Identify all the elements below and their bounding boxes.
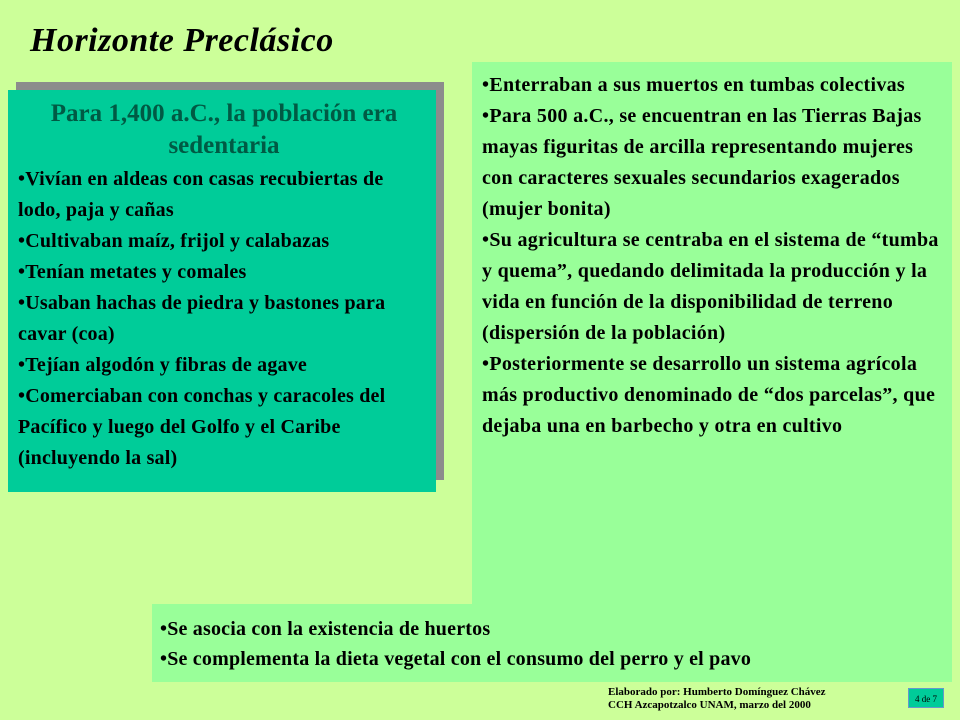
list-item: •Vivían en aldeas con casas recubiertas de lodo, paja y cañas [18,168,384,221]
bullet: • [482,353,490,375]
list-item: •Usaban hachas de piedra y bastones para cavar (coa) [18,292,386,345]
footer-institution: CCH Azcapotzalco UNAM, marzo del 2000 [608,699,811,711]
list-item: •Se complementa la dieta vegetal con el consumo del perro y el pavo [160,648,752,670]
list-item: •Comerciaban con conchas y caracoles del Pacífico y luego del Golfo y el Caribe (incluyendo la sal) [18,385,386,469]
list-item: •Se asocia con la existencia de huertos [160,618,491,640]
bullet: • [18,230,26,252]
list-item: •Tenían metates y comales [18,261,247,283]
list-item: •Para 500 a.C., se encuentran en las Tierras Bajas mayas figuritas de arcilla representando mujeres con caracteres sexuales secundarios exagerados (mujer bonita) [482,105,922,220]
bullet: • [18,354,26,376]
bullet: • [18,261,26,283]
left-panel-list [18,164,430,474]
list-item: •Su agricultura se centraba en el sistema de “tumba y quema”, quedando delimitada la producción y la vida en función de la disponibilidad de terreno (dispersión de la población) [482,229,939,344]
bottom-panel-list [160,614,944,674]
right-panel-list [482,70,944,442]
footer-credits [608,686,826,712]
bullet: • [18,385,26,407]
bullet: • [18,292,26,314]
bullet: • [482,229,490,251]
bullet: • [18,168,26,190]
page-number-badge[interactable]: 4 de 7 [908,688,944,708]
list-item: •Enterraban a sus muertos en tumbas colectivas [482,74,906,96]
left-panel-heading: Para 1,400 a.C., la población era sedentaria [50,100,398,159]
list-item: •Cultivaban maíz, frijol y calabazas [18,230,330,252]
footer-author: Elaborado por: Humberto Domínguez Chávez [608,686,826,698]
list-item: •Tejían algodón y fibras de agave [18,354,308,376]
bullet: • [160,648,168,670]
right-panel [472,62,952,610]
list-item: •Posteriormente se desarrollo un sistema agrícola más productivo denominado de “dos parcelas”, que dejaba una en barbecho y otra en cultivo [482,353,936,437]
bullet: • [160,618,168,640]
slide-title: Horizonte Preclásico [30,22,334,59]
bullet: • [482,105,490,127]
left-panel [8,90,436,492]
bullet: • [482,74,490,96]
bottom-panel [152,604,952,682]
